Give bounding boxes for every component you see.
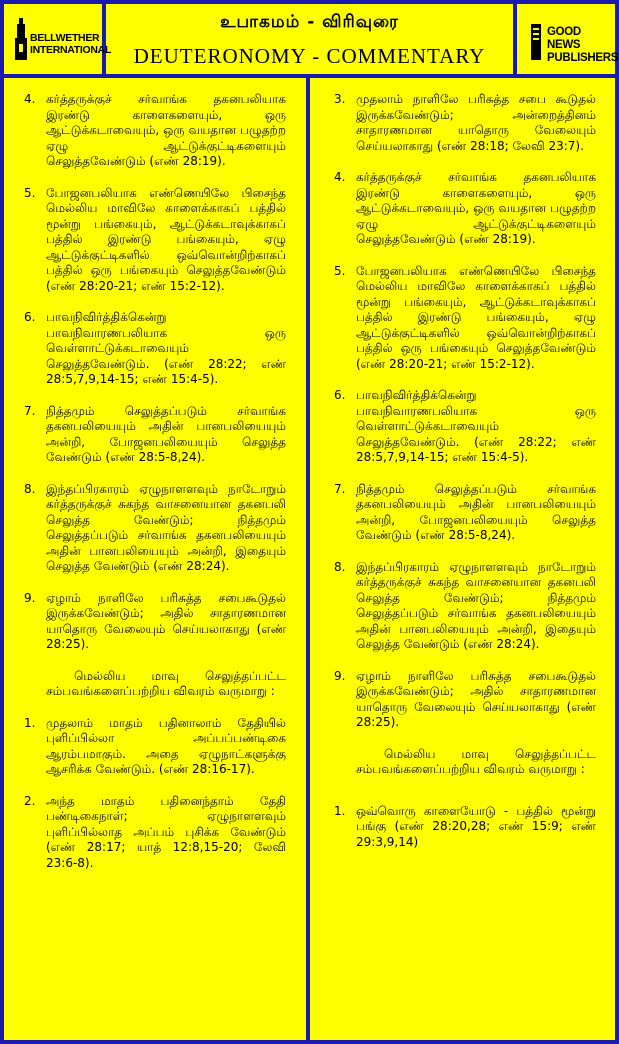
book-icon (529, 22, 543, 64)
list-item: 6. பாவநிவிர்த்திக்கென்று பாவநிவாரணபலியாக ஒரு வெள்ளாட்டுக்கடாவையும் செலுத்தவேண்டும். (எண் 28:22; எண் 28:5,7,9,14-15; எண் 15:4-5). (24, 310, 286, 386)
list-item: 4. கர்த்தருக்குச் சர்வாங்க தகனபலியாக இரண்டு காளைகளையும், ஒரு ஆட்டுக்கடாவையும், ஒரு வயதான பழுதற்ற ஏழு ஆட்டுக்குட்டிகளையும் செலுத்தவேண்டும் (எண் 28:19). (24, 92, 286, 168)
bellwether-logo (4, 4, 112, 74)
list-item: 5. போஜனபலியாக எண்ணெயிலே பிசைந்த மெல்லிய மாவிலே காளைக்காகப் பத்தில் மூன்று பங்கையும், ஆட்டுக்கடாவுக்காகப் பத்தில் இரண்டு பங்கையும், ஏழு ஆட்டுக்குட்டிகளில் ஒவ்வொன்றிற்காகப் பத்தில் ஒரு பங்கையும் செலுத்தவேண்டும் (எண் 28:20-21; எண் 15:2-12). (24, 185, 286, 293)
header (0, 0, 619, 78)
list-item: 9. ஏழாம் நாளிலே பரிசுத்த சபைகூடுதல் இருக்கவேண்டும்; அதில் சாதாரணமான யாதொரு வேலையும் செய்யலாகாது (எண் 28:25). (334, 668, 596, 729)
left-column (24, 92, 286, 1040)
right-column (334, 92, 596, 1040)
list-item: 7. நித்தமும் செலுத்தப்படும் சர்வாங்க தகனபலியையும் அதின் பானபலியையும் அன்றி, போஜனபலியையும் செலுத்த வேண்டும் (எண் 28:5-8,24). (24, 403, 286, 464)
list-item: 9. ஏழாம் நாளிலே பரிசுத்த சபைகூடுதல் இருக்கவேண்டும்; அதில் சாதாரணமான யாதொரு வேலையும் செய்யலாகாது (எண் 28:25). (24, 590, 286, 651)
right-logo-text: GOOD NEWS PUBLISHERS (547, 26, 619, 64)
column-divider (306, 78, 310, 1044)
list-item: 5. போஜனபலியாக எண்ணெயிலே பிசைந்த மெல்லிய மாவிலே காளைக்காகப் பத்தில் மூன்று பங்கையும், ஆட்டுக்கடாவுக்காகப் பத்தில் இரண்டு பங்கையும், ஏழு ஆட்டுக்குட்டிகளில் ஒவ்வொன்றிற்காகப் பத்தில் ஒரு பங்கையும் செலுத்தவேண்டும் (எண் 28:20-21; எண் 15:2-12). (334, 263, 596, 371)
list-item: 2. அந்த மாதம் பதினைந்தாம் தேதி பண்டிகைநாள்; ஏழுநாளளவும் புளிப்பில்லாத அப்பம் புசிக்க வேண்டும் (எண் 28:17; யாத் 12:8,15-20; லேவி 23:6-8). (24, 793, 286, 870)
list-item: 3. முதலாம் நாளிலே பரிசுத்த சபை கூடுதல் இருக்கவேண்டும்; அன்றைத்தினம் சாதாரணமான யாதொரு வேலையும் செய்யலாகாது (எண் 28:18; லேவி 23:7). (334, 92, 596, 153)
title-english: DEUTERONOMY - COMMENTARY (133, 44, 486, 68)
bell-tower-icon (14, 18, 28, 60)
good-news-logo (513, 4, 619, 74)
list-item: 6. பாவநிவிர்த்திக்கென்று பாவநிவாரணபலியாக ஒரு வெள்ளாட்டுக்கடாவையும் செலுத்தவேண்டும். (எண் 28:22; எண் 28:5,7,9,14-15; எண் 15:4-5). (334, 388, 596, 464)
list-item: 1. முதலாம் மாதம் பதினாலாம் தேதியில் புளிப்பில்லா அப்பப்பண்டிகை ஆரம்பமாகும். அதை ஏழுநாட்களுக்கு ஆசரிக்க வேண்டும். (எண் 28:16-17). (24, 715, 286, 776)
list-item: 7. நித்தமும் செலுத்தப்படும் சர்வாங்க தகனபலியையும் அதின் பானபலியையும் அன்றி, போஜனபலியையும் செலுத்த வேண்டும் (எண் 28:5-8,24). (334, 481, 596, 542)
list-item: 4. கர்த்தருக்குச் சர்வாங்க தகனபலியாக இரண்டு காளைகளையும், ஒரு ஆட்டுக்கடாவையும், ஒரு வயதான பழுதற்ற ஏழு ஆட்டுக்குட்டிகளையும் செலுத்தவேண்டும் (எண் 28:19). (334, 170, 596, 246)
title-block (110, 4, 509, 74)
section-intro: மெல்லிய மாவு செலுத்தப்பட்ட சம்பவங்களைப்பற்றிய விவரம் வருமாறு : (46, 668, 286, 698)
list-item: 8. இந்தப்பிரகாரம் ஏழுநாளளவும் நாடோறும் கர்த்தருக்குச் சுகந்த வாசனையான தகனபலி செலுத்த வேண்டும்; நித்தமும் செலுத்தப்படும் சர்வாங்க தகனபலியையும் அதின் பானபலியையும் அன்றி, இதையும் செலுத்த வேண்டும் (எண் 28:24). (334, 559, 596, 651)
section-intro: மெல்லிய மாவு செலுத்தப்பட்ட சம்பவங்களைப்பற்றிய விவரம் வருமாறு : (356, 746, 596, 776)
list-item: 1. ஒவ்வொரு காளையோடு - பத்தில் மூன்று பங்கு (எண் 28:20,28; எண் 15:9; எண் 29:3,9,14) (334, 803, 596, 849)
left-logo-text: BELLWETHER INTERNATIONAL (30, 32, 112, 56)
title-tamil: உபாகமம் - விரிவுரை (220, 12, 399, 32)
list-item: 8. இந்தப்பிரகாரம் ஏழுநாளளவும் நாடோறும் கர்த்தருக்குச் சுகந்த வாசனையான தகனபலி செலுத்த வேண்டும்; நித்தமும் செலுத்தப்படும் சர்வாங்க தகனபலியையும் அதின் பானபலியையும் அன்றி, இதையும் செலுத்த வேண்டும் (எண் 28:24). (24, 481, 286, 573)
